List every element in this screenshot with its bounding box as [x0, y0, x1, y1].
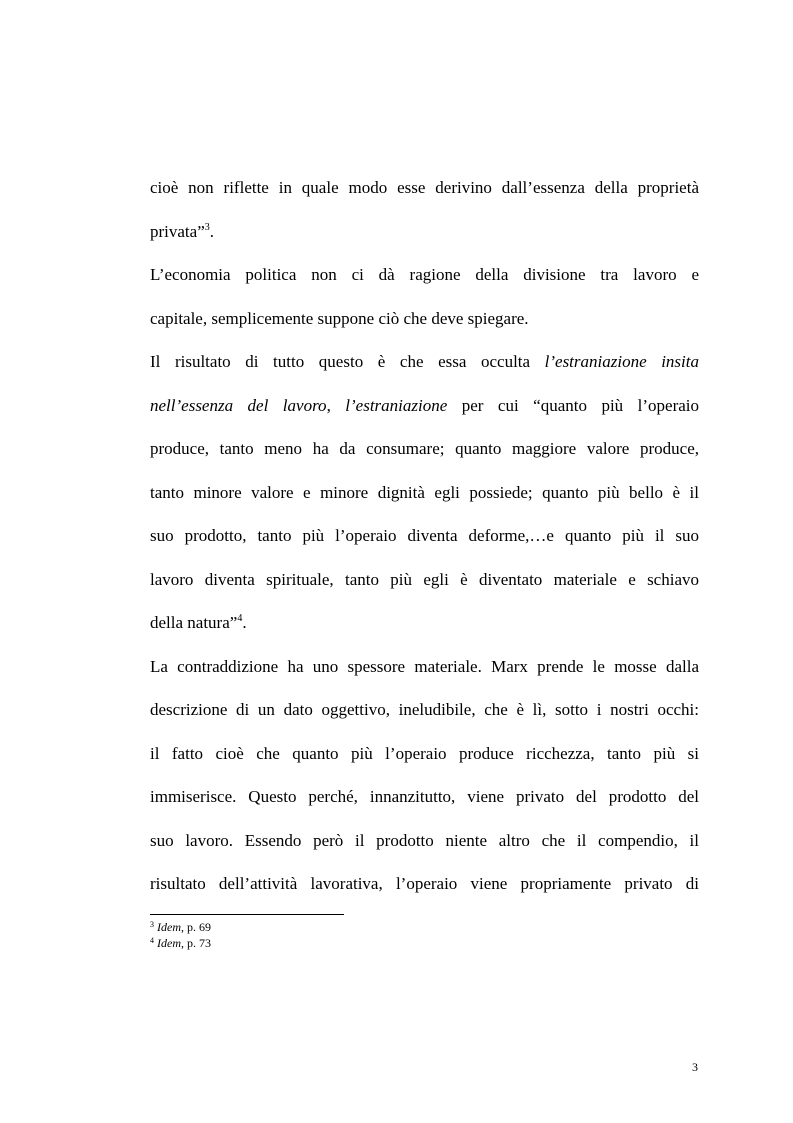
footnotes: [150, 920, 211, 952]
footnote-separator: [150, 914, 344, 915]
text-run: per cui “quanto più l’operaio: [447, 395, 699, 415]
footnote-number: 4: [150, 936, 154, 945]
main-text: [150, 166, 699, 906]
text-run-italic: l’estraniazione: [345, 395, 448, 415]
text-run-italic: nell’essenza del lavoro: [150, 395, 327, 415]
text-run: privata”: [150, 221, 205, 241]
footnote-source: Idem: [157, 920, 181, 934]
text-line: [150, 340, 699, 384]
text-line: [150, 210, 699, 254]
text-line: il fatto cioè che quanto più l’operaio produce ricchezza, tanto più si: [150, 743, 699, 763]
text-run: .: [209, 221, 214, 241]
text-run: .: [242, 613, 247, 632]
text-line: La contraddizione ha uno spessore materiale. Marx prende le mosse dalla: [150, 656, 699, 676]
text-line: L’economia politica non ci dà ragione della divisione tra lavoro e: [150, 265, 699, 284]
text-line: suo lavoro. Essendo però il prodotto niente altro che il compendio, il: [150, 830, 699, 850]
footnote-number: 3: [150, 920, 154, 929]
text-line: descrizione di un dato oggettivo, ineludibile, che è lì, sotto i nostri occhi:: [150, 700, 699, 719]
text-line: suo prodotto, tanto più l’operaio diventa deforme,…e quanto più il suo: [150, 526, 699, 545]
text-line: produce, tanto meno ha da consumare; quanto maggiore valore produce,: [150, 439, 699, 458]
text-run: ,: [326, 395, 346, 415]
text-line: risultato dell’attività lavorativa, l’operaio viene propriamente privato di: [150, 874, 699, 893]
text-line: lavoro diventa spirituale, tanto più egli è diventato materiale e schiavo: [150, 569, 699, 589]
footnote-ref-3[interactable]: 3: [204, 221, 210, 233]
text-run-italic: l’estraniazione insita: [544, 352, 699, 371]
footnote-source: Idem: [157, 936, 181, 950]
text-line: cioè non riflette in quale modo esse derivino dall’essenza della proprietà: [150, 178, 699, 197]
text-line: capitale, semplicemente suppone ciò che deve spiegare.: [150, 308, 529, 328]
footnote-ref-4[interactable]: 4: [237, 613, 243, 624]
text-line: tanto minore valore e minore dignità egli possiede; quanto più bello è il: [150, 482, 699, 502]
footnote-3: [150, 920, 211, 936]
footnote-page: , p. 73: [181, 936, 211, 950]
footnote-page: , p. 69: [181, 920, 211, 934]
page-number: 3: [692, 1060, 698, 1074]
text-run: della natura”: [150, 613, 238, 632]
text-run: Il risultato di tutto questo è che essa occulta: [150, 352, 545, 371]
text-line: [150, 601, 699, 645]
text-line: [150, 384, 699, 428]
footnote-4: [150, 936, 211, 952]
text-line: immiserisce. Questo perché, innanzitutto, viene privato del prodotto del: [150, 787, 699, 806]
